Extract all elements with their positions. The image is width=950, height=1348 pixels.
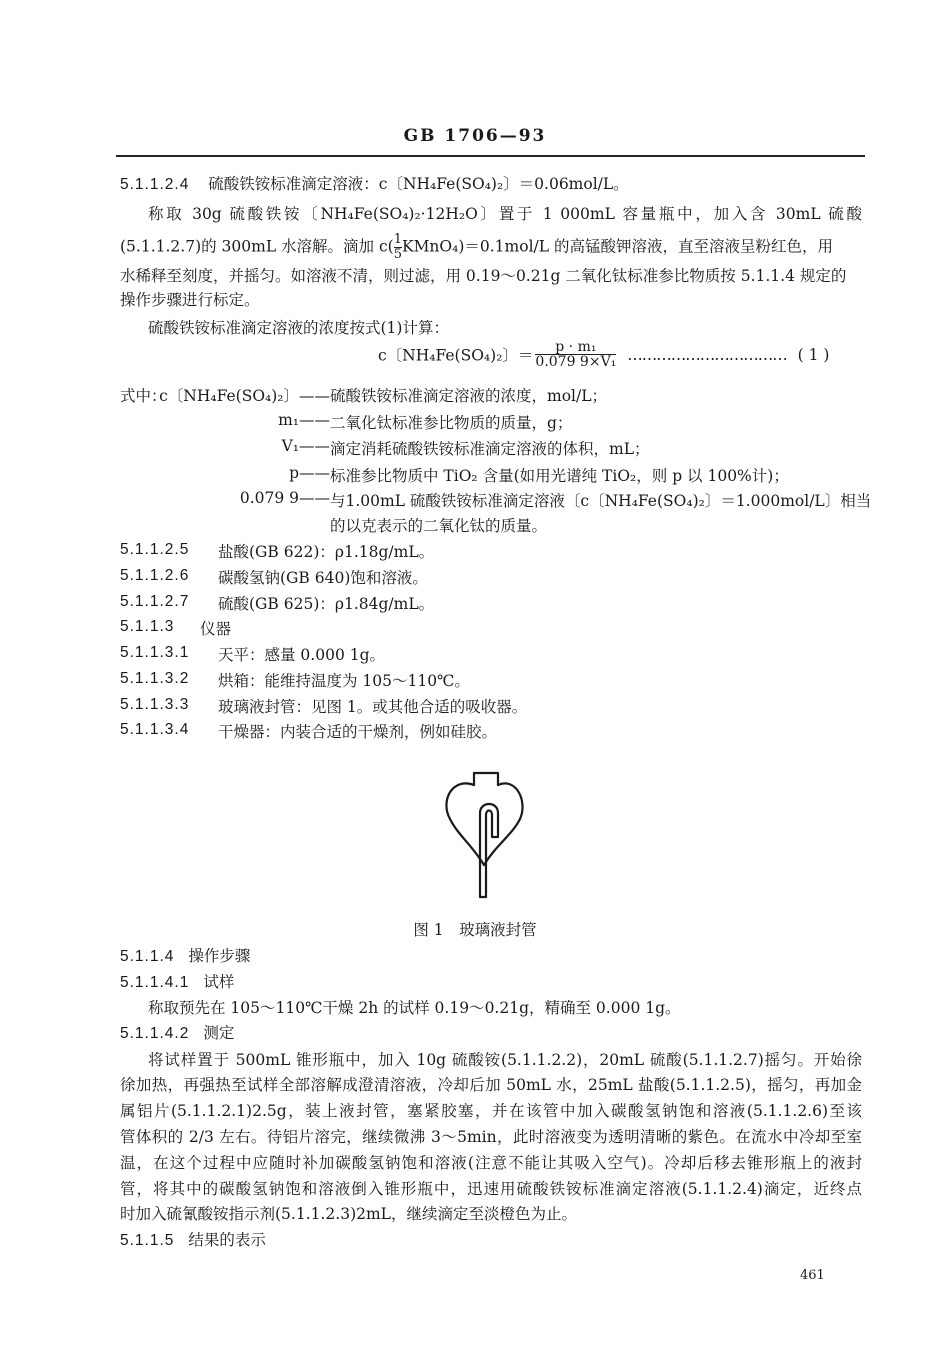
where-desc-cont: 的以克表示的二氧化钛的质量。 bbox=[330, 517, 548, 535]
paragraph-line: 时加入硫氰酸铵指示剂(5.1.1.2.3)2mL，继续滴定至淡橙色为止。 bbox=[120, 1205, 577, 1223]
paragraph-line: 属铝片(5.1.1.2.1)2.5g，装上液封管，塞紧胶塞，并在该管中加入碳酸氢钠饱和溶液(5.1.1.2.6)至该 bbox=[120, 1102, 862, 1120]
clause-title: 硫酸铁铵标准滴定溶液：c〔NH₄Fe(SO₄)₂〕＝0.06mol/L。 bbox=[208, 175, 629, 193]
where-desc: 与1.00mL 硫酸铁铵标准滴定溶液〔c〔NH₄Fe(SO₄)₂〕＝1.000mol/L〕相当 bbox=[330, 492, 872, 510]
clause-item: 5.1.1.3.3 玻璃液封管：见图 1。或其他合适的吸收器。 bbox=[120, 696, 528, 716]
fraction: $\frac{1}{5}$ bbox=[393, 232, 402, 262]
clause-item: 5.1.1.2.5 盐酸(GB 622)：ρ1.18g/mL。 bbox=[120, 541, 435, 561]
paragraph-line: 硫酸铁铵标准滴定溶液的浓度按式(1)计算： bbox=[148, 319, 449, 337]
clause-heading: 5.1.1.5 结果的表示 bbox=[120, 1231, 266, 1249]
clause-5-1-1-2-4 bbox=[120, 172, 629, 194]
where-symbol: m₁—— bbox=[278, 411, 330, 429]
where-desc: 硫酸铁铵标准滴定溶液的浓度，mol/L； bbox=[330, 387, 608, 405]
paragraph-line: 称取预先在 105～110℃干燥 2h 的试样 0.19～0.21g，精确至 0.000 1g。 bbox=[148, 999, 681, 1017]
formula-1 bbox=[378, 340, 829, 369]
where-desc: 滴定消耗硫酸铁铵标准滴定溶液的体积，mL； bbox=[330, 440, 650, 458]
clause-heading: 5.1.1.4 操作步骤 bbox=[120, 947, 251, 965]
figure-caption: 图 1 玻璃液封管 bbox=[413, 921, 537, 939]
where-lead: 式中： bbox=[120, 387, 167, 405]
formula-fraction bbox=[535, 340, 616, 369]
paragraph-line: (5.1.1.2.7)的 300mL 水溶解。滴加 c( $\frac{1}{5}$ KMnO₄)＝0.1mol/L 的高锰酸钾溶液，直至溶液呈粉红色，用 bbox=[120, 232, 833, 262]
paragraph-line: 管体积的 2/3 左右。待铝片溶完，继续微沸 3～5min，此时溶液变为透明清晰的紫色。在流水中冷却至室 bbox=[120, 1128, 862, 1146]
where-desc: 标准参比物质中 TiO₂ 含量(如用光谱纯 TiO₂，则 p 以 100%计)； bbox=[330, 467, 789, 485]
clause-item: 5.1.1.2.7 硫酸(GB 625)：ρ1.84g/mL。 bbox=[120, 593, 435, 613]
formula-lhs: c〔NH₄Fe(SO₄)₂〕＝ bbox=[378, 346, 534, 365]
where-symbol: 0.079 9—— bbox=[239, 489, 330, 507]
paragraph-line: 管，将其中的碳酸氢钠饱和溶液倒入锥形瓶中，迅速用硫酸铁铵标准滴定溶液(5.1.1.2.4)滴定，近终点 bbox=[120, 1180, 862, 1198]
formula-denominator: 0.079 9×V₁ bbox=[535, 354, 617, 370]
header-rule bbox=[116, 155, 865, 157]
where-desc: 二氧化钛标准参比物质的质量，g； bbox=[330, 414, 573, 432]
paragraph-line: 水稀释至刻度，并摇匀。如溶液不清，则过滤，用 0.19～0.21g 二氧化钛标准参比物质按 5.1.1.4 规定的 bbox=[120, 267, 847, 285]
glass-seal-tube-figure bbox=[440, 765, 530, 905]
clause-item: 5.1.1.3.4 干燥器：内装合适的干燥剂，例如硅胶。 bbox=[120, 721, 498, 741]
page-number: 461 bbox=[800, 1268, 825, 1283]
clause-number: 5.1.1.2.4 bbox=[120, 176, 190, 193]
paragraph-line: 将试样置于 500mL 锥形瓶中，加入 10g 硫酸铵(5.1.1.2.2)，20mL 硫酸(5.1.1.2.7)摇匀。开始徐 bbox=[148, 1051, 862, 1069]
clause-item: 5.1.1.3 仪器 bbox=[120, 618, 232, 638]
where-symbol: c〔NH₄Fe(SO₄)₂〕—— bbox=[159, 387, 330, 405]
leader-dots: …………………………… bbox=[627, 345, 787, 364]
paragraph-line: 徐加热，再强热至试样全部溶解成澄清溶液，冷却后加 50mL 水，25mL 盐酸(5.1.1.2.5)，摇匀，再加金 bbox=[120, 1076, 862, 1094]
equation-number: ( 1 ) bbox=[797, 345, 830, 364]
paragraph-line: 称取 30g 硫酸铁铵〔NH₄Fe(SO₄)₂·12H₂O〕置于 1 000mL 容量瓶中，加入含 30mL 硫酸 bbox=[148, 205, 862, 223]
clause-heading: 5.1.1.4.2 测定 bbox=[120, 1024, 235, 1042]
where-symbol: V₁—— bbox=[281, 437, 330, 455]
paragraph-line: 操作步骤进行标定。 bbox=[120, 291, 260, 309]
where-symbol: p—— bbox=[289, 464, 330, 482]
clause-item: 5.1.1.3.1 天平：感量 0.000 1g。 bbox=[120, 644, 386, 664]
standard-code-header: GB 1706—93 bbox=[403, 126, 547, 146]
clause-item: 5.1.1.2.6 碳酸氢钠(GB 640)饱和溶液。 bbox=[120, 567, 428, 587]
clause-item: 5.1.1.3.2 烘箱：能维持温度为 105～110℃。 bbox=[120, 670, 470, 690]
formula-numerator: p · m₁ bbox=[555, 339, 597, 355]
paragraph-line: 温，在这个过程中应随时补加碳酸氢钠饱和溶液(注意不能让其吸入空气)。冷却后移去锥形瓶上的液封 bbox=[120, 1154, 862, 1172]
clause-heading: 5.1.1.4.1 试样 bbox=[120, 973, 235, 991]
